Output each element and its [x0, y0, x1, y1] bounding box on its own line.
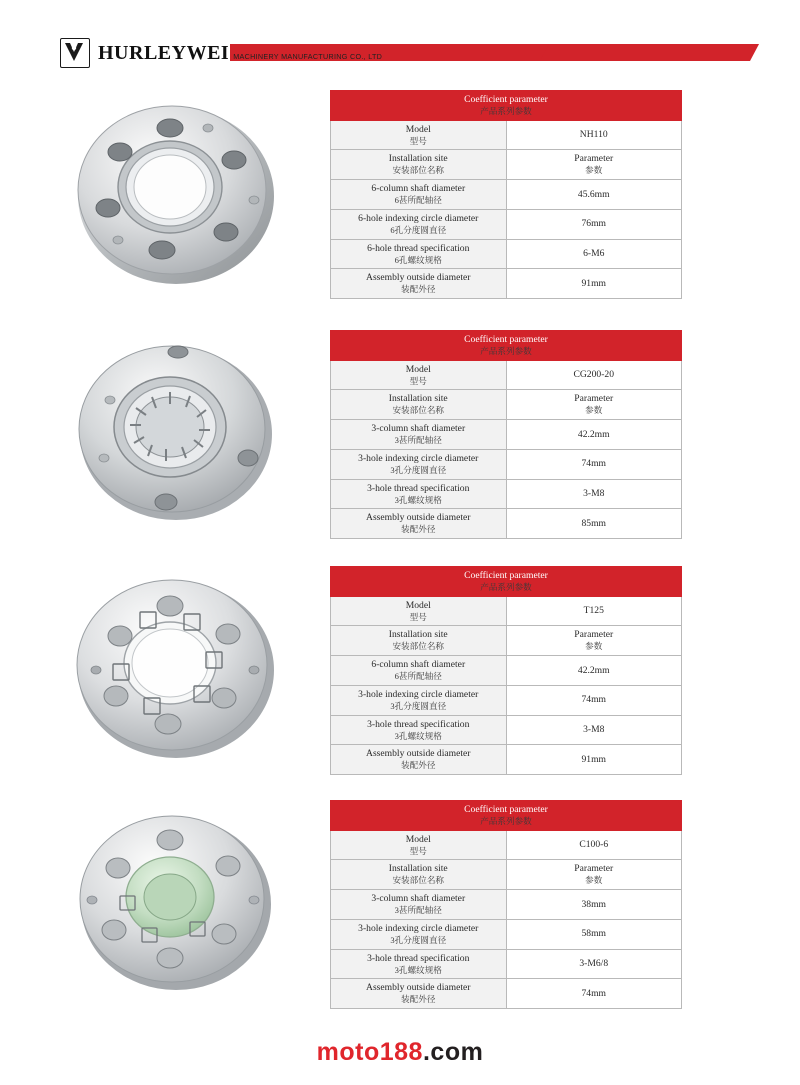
row-label-cn: 安装部位名称 [392, 165, 445, 176]
row-label [331, 979, 507, 1009]
row-value [506, 150, 682, 180]
row-label [331, 656, 507, 686]
row-label-cn: 6孔分度圆直径 [390, 224, 447, 235]
row-label-cn: 3甚所配轴径 [394, 905, 442, 916]
row-value-cn: 参数 [585, 405, 603, 416]
table-row [331, 745, 682, 775]
row-value: 42.2mm [506, 420, 682, 450]
row-label-en: Assembly outside diameter [366, 748, 471, 760]
table-row [331, 979, 682, 1009]
product-row [0, 800, 800, 1010]
row-label [331, 949, 507, 979]
table-header-en: Coefficient parameter [464, 94, 548, 105]
row-label [331, 919, 507, 949]
table-header-row [331, 801, 682, 831]
footer-brand-tld: .com [422, 1038, 484, 1066]
row-label [331, 239, 507, 269]
row-value: C100-6 [506, 830, 682, 860]
row-value-cn: 参数 [585, 875, 603, 886]
row-label [331, 180, 507, 210]
company-logo [60, 38, 382, 68]
table-header-cn: 产品系列参数 [480, 581, 532, 592]
footer-brand [317, 1038, 484, 1066]
spec-table [330, 330, 682, 539]
clutch-plate-t125-photo [58, 566, 298, 776]
row-value: 91mm [506, 745, 682, 775]
clutch-plate-c100-6-photo [58, 800, 298, 1010]
table-row [331, 656, 682, 686]
table-row [331, 420, 682, 450]
row-label-en: Assembly outside diameter [366, 512, 471, 524]
row-label [331, 685, 507, 715]
table-header-en: Coefficient parameter [464, 334, 548, 345]
company-monogram-icon [60, 38, 90, 68]
row-label [331, 626, 507, 656]
row-value: 45.6mm [506, 180, 682, 210]
row-value: 76mm [506, 209, 682, 239]
spec-table [330, 566, 682, 775]
row-value: 3-M6/8 [506, 949, 682, 979]
row-label-en: Model [405, 833, 431, 845]
row-label [331, 360, 507, 390]
row-label-cn: 3孔螺纹规格 [394, 730, 442, 741]
table-header-cn: 产品系列参数 [480, 815, 532, 826]
row-label-cn: 3甚所配轴径 [394, 435, 442, 446]
row-label-en: Model [405, 363, 431, 375]
page-header [0, 0, 800, 78]
table-row [331, 949, 682, 979]
row-label-en: 6-column shaft diameter [371, 659, 466, 671]
table-row [331, 509, 682, 539]
spec-table [330, 800, 682, 1009]
row-label-en: 3-column shaft diameter [371, 423, 466, 435]
table-row [331, 919, 682, 949]
row-label-cn: 型号 [409, 845, 427, 856]
company-tagline: MACHINERY MANUFACTURING CO., LTD [233, 52, 383, 61]
row-label [331, 120, 507, 150]
row-label-en: 3-hole thread specification [367, 482, 470, 494]
row-label-cn: 装配外径 [401, 284, 436, 295]
row-value-cn: 参数 [585, 165, 603, 176]
spec-table [330, 90, 682, 299]
table-row [331, 596, 682, 626]
row-label-en: Assembly outside diameter [366, 272, 471, 284]
table-row [331, 479, 682, 509]
row-label-en: 3-hole indexing circle diameter [358, 922, 479, 934]
table-header-cell [331, 331, 682, 361]
row-label [331, 745, 507, 775]
row-label [331, 420, 507, 450]
row-label-cn: 3孔分度圆直径 [390, 934, 447, 945]
row-label-en: 3-hole indexing circle diameter [358, 452, 479, 464]
row-value: 3-M8 [506, 715, 682, 745]
row-label-en: Installation site [388, 393, 448, 405]
row-label [331, 715, 507, 745]
row-label-en: 6-column shaft diameter [371, 183, 466, 195]
product-row [0, 90, 800, 300]
row-value: 58mm [506, 919, 682, 949]
table-row [331, 180, 682, 210]
table-header-cn: 产品系列参数 [480, 105, 532, 116]
row-label-cn: 3孔分度圆直径 [390, 700, 447, 711]
spec-table-wrap [330, 566, 682, 775]
table-row [331, 120, 682, 150]
row-label-en: Installation site [388, 153, 448, 165]
table-row [331, 685, 682, 715]
row-label-cn: 安装部位名称 [392, 641, 445, 652]
spec-table-wrap [330, 90, 682, 299]
row-value-en: Parameter [574, 629, 614, 641]
row-value [506, 860, 682, 890]
table-header-cell [331, 567, 682, 597]
row-label-en: 6-hole thread specification [367, 242, 470, 254]
table-row [331, 860, 682, 890]
spec-table-wrap [330, 800, 682, 1009]
row-value: T125 [506, 596, 682, 626]
row-value: 6-M6 [506, 239, 682, 269]
row-label [331, 269, 507, 299]
table-header-row [331, 567, 682, 597]
row-value: 91mm [506, 269, 682, 299]
table-row [331, 209, 682, 239]
row-value-cn: 参数 [585, 641, 603, 652]
row-label-en: 3-hole thread specification [367, 952, 470, 964]
row-label-cn: 6孔螺纹规格 [394, 254, 442, 265]
product-row [0, 330, 800, 540]
page-footer [0, 1038, 800, 1067]
footer-brand-name: moto188 [316, 1038, 423, 1066]
row-label-cn: 装配外径 [401, 994, 436, 1005]
company-name: HURLEYWEI [98, 42, 230, 64]
row-label-en: 3-column shaft diameter [371, 893, 466, 905]
row-label [331, 509, 507, 539]
product-row [0, 566, 800, 776]
row-value: 85mm [506, 509, 682, 539]
row-value-en: Parameter [574, 393, 614, 405]
table-row [331, 239, 682, 269]
row-value: CG200-20 [506, 360, 682, 390]
row-label-en: Model [405, 599, 431, 611]
row-label [331, 596, 507, 626]
row-label-cn: 6甚所配轴径 [394, 195, 442, 206]
row-label-en: Model [405, 123, 431, 135]
table-row [331, 715, 682, 745]
row-label-cn: 6甚所配轴径 [394, 671, 442, 682]
row-value [506, 390, 682, 420]
table-header-en: Coefficient parameter [464, 804, 548, 815]
row-value: NH110 [506, 120, 682, 150]
table-header-en: Coefficient parameter [464, 570, 548, 581]
row-label-en: Installation site [388, 863, 448, 875]
row-value: 74mm [506, 685, 682, 715]
row-value: 42.2mm [506, 656, 682, 686]
row-label-cn: 3孔螺纹规格 [394, 964, 442, 975]
row-label-cn: 型号 [409, 375, 427, 386]
row-value: 74mm [506, 979, 682, 1009]
row-label [331, 479, 507, 509]
row-value: 74mm [506, 449, 682, 479]
table-row [331, 449, 682, 479]
row-label-cn: 安装部位名称 [392, 405, 445, 416]
row-value-en: Parameter [574, 153, 614, 165]
row-label-en: Installation site [388, 629, 448, 641]
row-label-en: 6-hole indexing circle diameter [358, 212, 479, 224]
table-row [331, 150, 682, 180]
row-label [331, 890, 507, 920]
row-label [331, 830, 507, 860]
row-label [331, 150, 507, 180]
row-label [331, 390, 507, 420]
row-value [506, 626, 682, 656]
table-header-cn: 产品系列参数 [480, 345, 532, 356]
row-label-cn: 型号 [409, 611, 427, 622]
row-label-cn: 安装部位名称 [392, 875, 445, 886]
row-label [331, 209, 507, 239]
table-row [331, 269, 682, 299]
row-value: 38mm [506, 890, 682, 920]
row-label-en: Assembly outside diameter [366, 982, 471, 994]
table-row [331, 626, 682, 656]
row-label-cn: 3孔分度圆直径 [390, 464, 447, 475]
table-header-cell [331, 91, 682, 121]
spec-table-wrap [330, 330, 682, 539]
table-row [331, 390, 682, 420]
row-label [331, 449, 507, 479]
clutch-plate-cg200-20-photo [58, 330, 298, 540]
row-label-cn: 装配外径 [401, 760, 436, 771]
table-header-row [331, 331, 682, 361]
row-label-cn: 3孔螺纹规格 [394, 494, 442, 505]
row-value: 3-M8 [506, 479, 682, 509]
table-header-cell [331, 801, 682, 831]
table-row [331, 830, 682, 860]
row-label-cn: 型号 [409, 135, 427, 146]
clutch-plate-nh110-photo [58, 90, 298, 300]
company-logo-text [98, 43, 382, 63]
header-red-bar-tail [540, 44, 759, 61]
table-row [331, 360, 682, 390]
row-label-en: 3-hole thread specification [367, 718, 470, 730]
row-label [331, 860, 507, 890]
row-label-cn: 装配外径 [401, 524, 436, 535]
row-value-en: Parameter [574, 863, 614, 875]
row-label-en: 3-hole indexing circle diameter [358, 688, 479, 700]
table-row [331, 890, 682, 920]
table-header-row [331, 91, 682, 121]
